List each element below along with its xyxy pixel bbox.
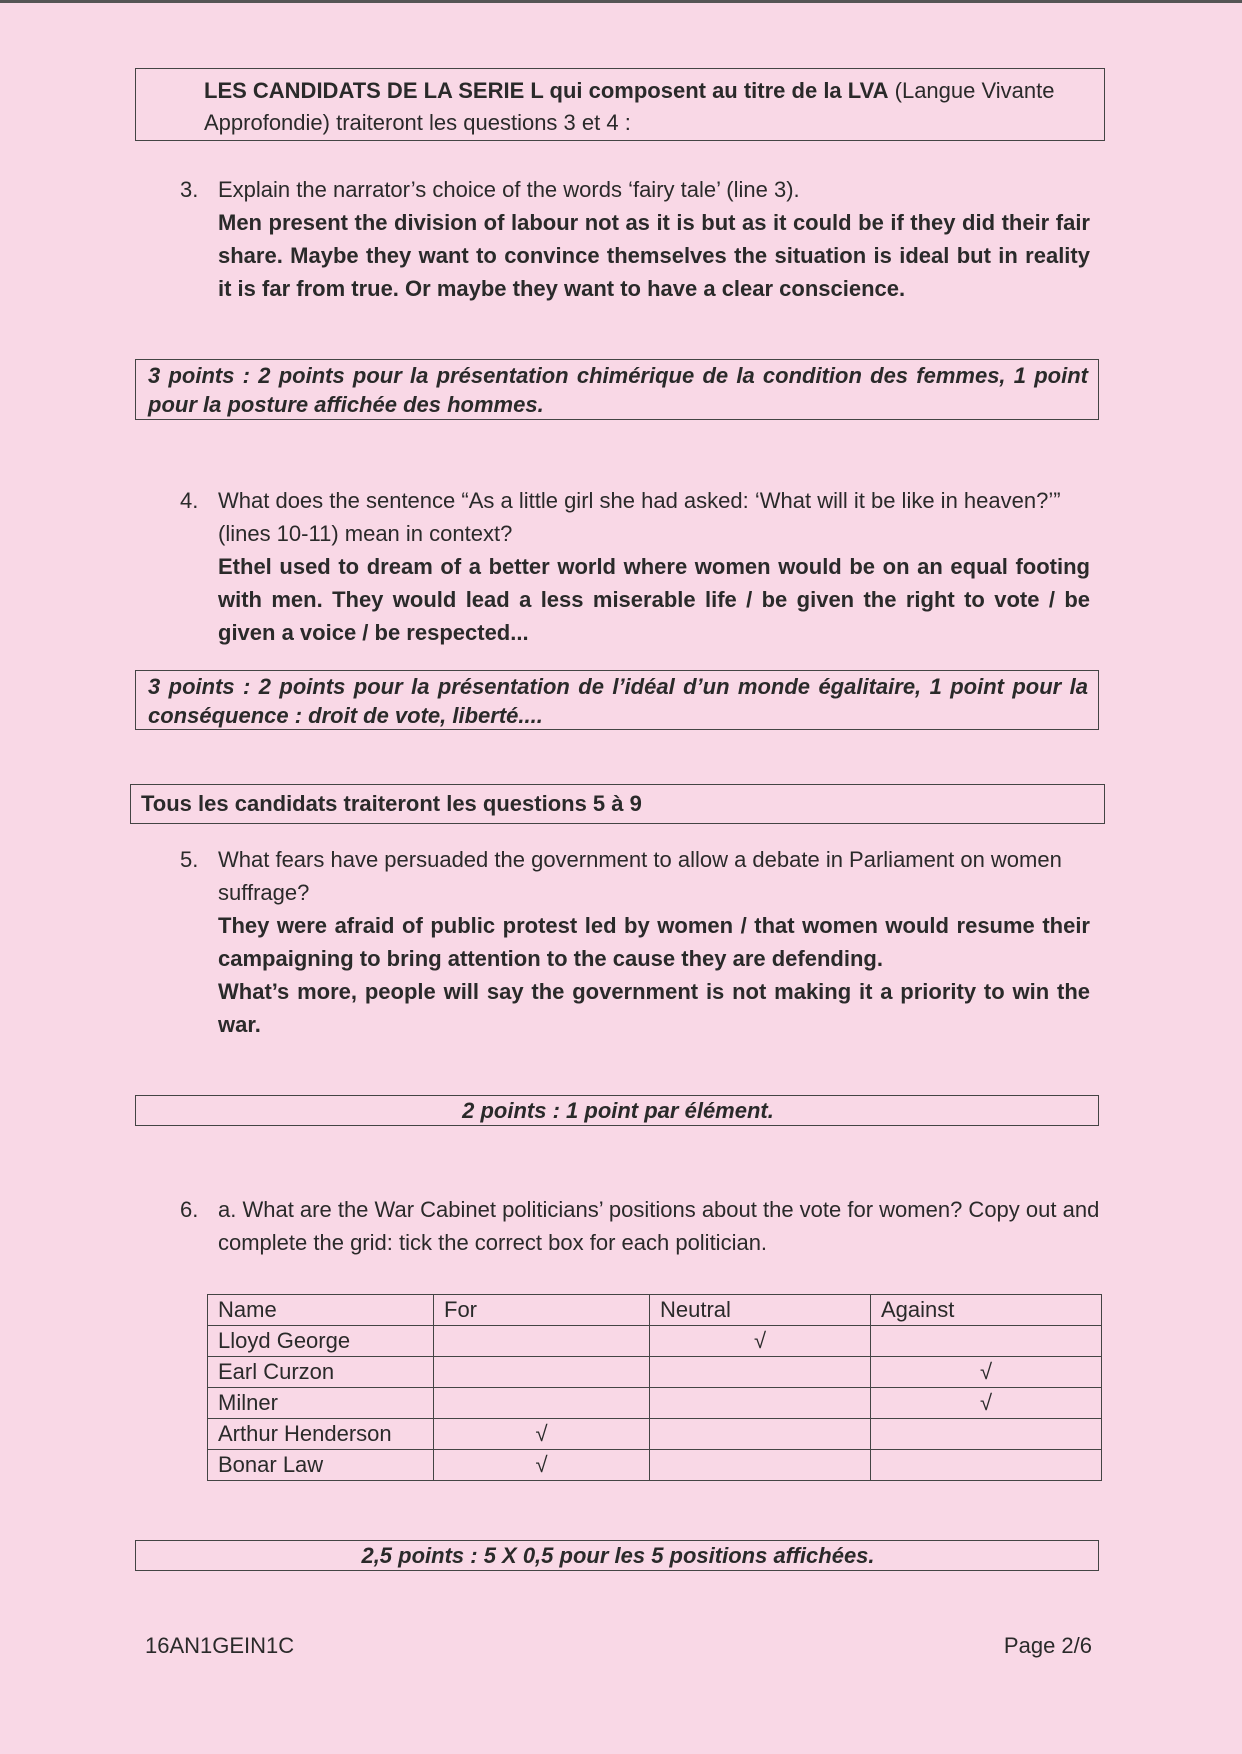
positions-grid [207, 1294, 1102, 1481]
question-5-text: What fears have persuaded the government to allow a debate in Parliament on women suffrage? [218, 847, 1062, 905]
grid-cell-for: √ [434, 1419, 650, 1450]
grid-cell-neutral: √ [650, 1326, 871, 1357]
grid-header-name: Name [208, 1295, 434, 1326]
grid-cell-against: √ [871, 1388, 1102, 1419]
grid-cell-against [871, 1419, 1102, 1450]
question-3-text: Explain the narrator’s choice of the words ‘fairy tale’ (line 3). [218, 177, 800, 202]
grid-cell-name: Lloyd George [208, 1326, 434, 1357]
lva-instruction-bold: LES CANDIDATS DE LA SERIE L qui composent au titre de la LVA [204, 78, 889, 103]
question-4-points-box [135, 670, 1099, 730]
question-5-answer-2: What’s more, people will say the government is not making it a priority to win the war. [218, 979, 1090, 1037]
question-3-points-box [135, 359, 1099, 420]
table-row [208, 1419, 1102, 1450]
grid-header-row [208, 1295, 1102, 1326]
grid-header-against: Against [871, 1295, 1102, 1326]
question-4 [180, 484, 1090, 649]
grid-cell-neutral [650, 1450, 871, 1481]
lva-instruction-box [135, 68, 1105, 141]
table-row [208, 1357, 1102, 1388]
grid-cell-name: Milner [208, 1388, 434, 1419]
question-3-points: 3 points : 2 points pour la présentation chimérique de la condition des femmes, 1 point pour la posture affichée des hommes. [148, 363, 1088, 417]
question-4-number: 4. [180, 488, 199, 513]
grid-header-for: For [434, 1295, 650, 1326]
grid-cell-against [871, 1326, 1102, 1357]
grid-cell-for [434, 1357, 650, 1388]
question-4-text: What does the sentence “As a little girl she had asked: ‘What will it be like in heaven?’” (lines 10-11) mean in context? [218, 488, 1061, 546]
question-3 [180, 173, 1090, 305]
grid-cell-against [871, 1450, 1102, 1481]
grid-cell-neutral [650, 1388, 871, 1419]
grid-header-neutral: Neutral [650, 1295, 871, 1326]
question-4-answer: Ethel used to dream of a better world where women would be on an equal footing with men. They would lead a less miserable life / be given the right to vote / be given a voice / be respected... [218, 554, 1090, 645]
grid-cell-name: Bonar Law [208, 1450, 434, 1481]
top-edge-line [0, 0, 1242, 3]
question-5-answer-1: They were afraid of public protest led by women / that women would resume their campaigning to bring attention to the cause they are defending. [218, 913, 1090, 971]
table-row [208, 1450, 1102, 1481]
question-4-points: 3 points : 2 points pour la présentation de l’idéal d’un monde égalitaire, 1 point pour la conséquence : droit de vote, liberté.... [148, 674, 1088, 728]
question-6-points-box [135, 1540, 1099, 1571]
question-5-points-box [135, 1095, 1099, 1126]
question-6-number: 6. [180, 1197, 199, 1222]
grid-cell-for [434, 1326, 650, 1357]
question-6 [180, 1193, 1100, 1259]
lva-instruction-normal: (Langue Vivante Approfondie) traiteront les questions 3 et 4 : [204, 78, 1055, 135]
question-6-points: 2,5 points : 5 X 0,5 pour les 5 positions affichées. [361, 1543, 875, 1568]
question-3-number: 3. [180, 177, 199, 202]
table-row [208, 1388, 1102, 1419]
grid-cell-name: Arthur Henderson [208, 1419, 434, 1450]
grid-cell-against: √ [871, 1357, 1102, 1388]
grid-cell-neutral [650, 1357, 871, 1388]
exam-code: 16AN1GEIN1C [145, 1633, 295, 1658]
grid-cell-neutral [650, 1419, 871, 1450]
page-number: Page 2/6 [1003, 1633, 1092, 1658]
all-candidates-box [130, 784, 1105, 824]
question-5-number: 5. [180, 847, 199, 872]
question-6-text: a. What are the War Cabinet politicians’ positions about the vote for women? Copy out and complete the grid: tick the correct box for each politician. [218, 1197, 1100, 1255]
question-3-answer: Men present the division of labour not as it is but as it could be if they did their fair share. Maybe they want to convince themselves the situation is ideal but in reality it is far from true. Or maybe they want to have a clear conscience. [218, 210, 1090, 301]
grid-cell-name: Earl Curzon [208, 1357, 434, 1388]
table-row [208, 1326, 1102, 1357]
grid-cell-for: √ [434, 1450, 650, 1481]
grid-cell-for [434, 1388, 650, 1419]
all-candidates-text: Tous les candidats traiteront les questions 5 à 9 [141, 791, 642, 816]
question-5 [180, 843, 1090, 1041]
question-5-points: 2 points : 1 point par élément. [462, 1098, 774, 1123]
